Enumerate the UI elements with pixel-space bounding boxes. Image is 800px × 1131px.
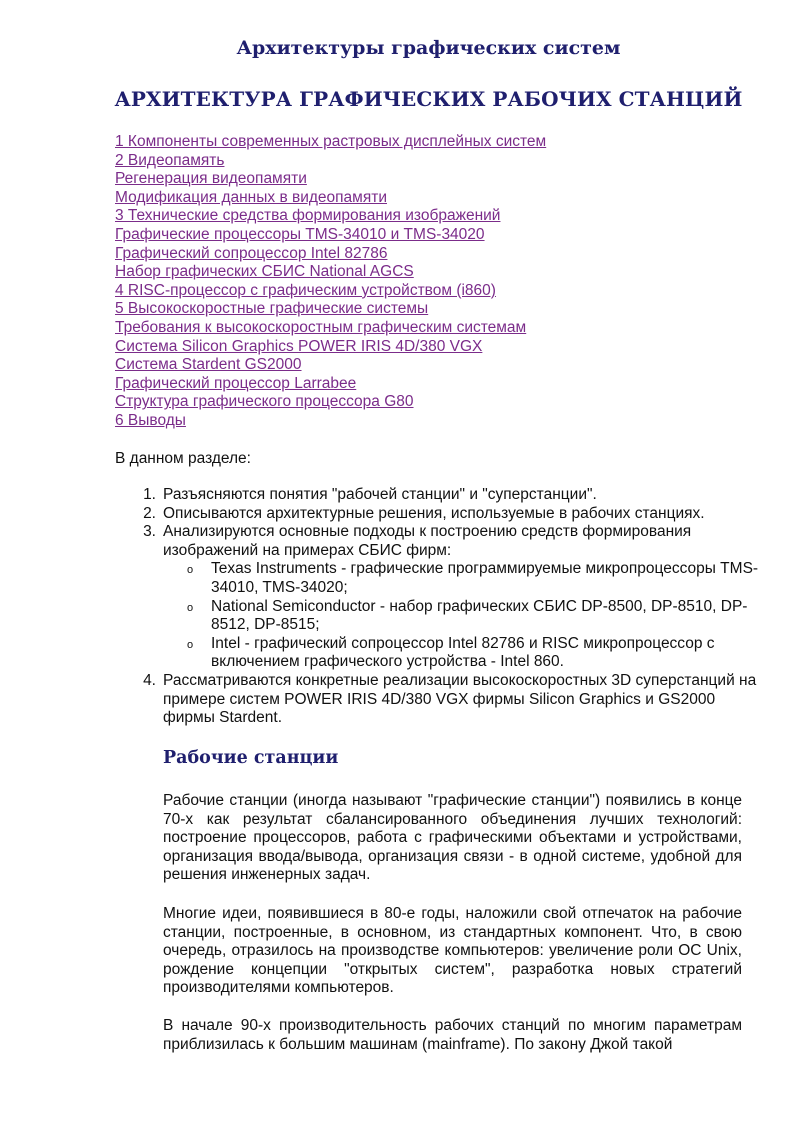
toc-link[interactable]: 2 Видеопамять [115,151,225,169]
toc-item [115,412,546,431]
toc-item [115,375,546,394]
toc-link[interactable]: 1 Компоненты современных растровых дисплейных систем [115,133,547,150]
paragraph: Рабочие станции (иногда называют "графические станции") появились в конце 70-х как результат сбалансированного объединения лучших технологий: построение процессоров, работа с графическими объектами и устройствами, организация ввода/вывода, организация связи - в одной системе, удобной для решения инженерных задач. [163,792,742,884]
toc-link[interactable]: Графический процессор Larrabee [115,374,357,392]
list-item-text: Анализируются основные подходы к построению средств формирования изображений на примерах СБИС фирм: [163,523,692,559]
sub-list-item [187,597,763,635]
toc-link[interactable]: Набор графических СБИС National AGCS [115,263,414,281]
sub-list-item [187,634,763,672]
toc-link[interactable]: Графические процессоры TMS-34010 и TMS-34020 [115,225,485,243]
list-number: 3. [143,523,156,541]
list-item-text: Описываются архитектурные решения, используемые в рабочих станциях. [163,504,705,522]
list-item-text: Рассматриваются конкретные реализации высокоскоростных 3D суперстанций на примере систем POWER IRIS 4D/380 VGX фирмы Silicon Graphics и GS2000 фирмы Stardent. [163,671,757,727]
page-title: АРХИТЕКТУРА ГРАФИЧЕСКИХ РАБОЧИХ СТАНЦИЙ [114,87,743,111]
list-number: 2. [143,504,156,522]
toc-item [115,133,546,152]
toc-item [115,282,546,301]
list-item [143,523,763,672]
toc-item [115,356,546,375]
toc-link[interactable]: 5 Высокоскоростные графические системы [115,300,429,318]
table-of-contents [115,133,546,431]
toc-item [115,319,546,338]
toc-item [115,300,546,319]
intro-text: В данном разделе: [115,450,251,467]
toc-item [115,207,546,226]
toc-link[interactable]: Структура графического процессора G80 [115,393,414,411]
toc-link[interactable]: 4 RISC-процессор с графическим устройством (i860) [115,281,496,299]
list-number: 1. [143,486,156,503]
toc-link[interactable]: Графический сопроцессор Intel 82786 [115,244,388,262]
toc-link[interactable]: Требования к высокоскоростным графическим системам [115,318,527,336]
toc-link[interactable]: Система Silicon Graphics POWER IRIS 4D/380 VGX [115,337,483,355]
circle-bullet-icon: o [187,638,194,651]
list-number: 4. [143,671,156,689]
site-title: Архитектуры графических систем [236,37,621,59]
toc-item [115,338,546,357]
toc-item [115,189,546,208]
toc-item [115,263,546,282]
circle-bullet-icon: o [187,564,194,577]
section-heading: Рабочие станции [163,748,339,768]
list-item [143,671,763,728]
paragraph: Многие идеи, появившиеся в 80-е годы, наложили свой отпечаток на рабочие станции, построенные, в основном, из стандартных компонент. Что, в свою очередь, отразилось на производстве компьютеров: увеличение роли ОС Unix, рождение концепции "открытых систем", разработка новых стратегий производителями компьютеров. [163,905,742,997]
toc-link[interactable]: 3 Технические средства формирования изображений [115,207,501,225]
sub-list-item-text: National Semiconductor - набор графических СБИС DP-8500, DP-8510, DP-8512, DP-8515; [211,597,748,634]
toc-item [115,245,546,264]
goals-list [143,486,763,728]
toc-item [115,152,546,171]
toc-item [115,226,546,245]
paragraph: В начале 90-х производительность рабочих станций по многим параметрам приблизилась к большим машинам (mainframe). По закону Джой такой [163,1017,742,1053]
list-item [143,486,763,505]
toc-link[interactable]: 6 Выводы [115,411,186,429]
firms-list [163,560,763,672]
toc-link[interactable]: Регенерация видеопамяти [115,170,307,188]
sub-list-item [187,560,763,597]
circle-bullet-icon: o [187,601,194,614]
list-item [143,504,763,524]
toc-item [115,393,546,412]
toc-item [115,170,546,189]
list-item-text: Разъясняются понятия "рабочей станции" и "суперстанции". [163,486,597,503]
toc-link[interactable]: Модификация данных в видеопамяти [115,188,387,206]
sub-list-item-text: Intel - графический сопроцессор Intel 82786 и RISC микропроцессор с включением графического устройства - Intel 860. [211,634,715,671]
sub-list-item-text: Texas Instruments - графические программируемые микропроцессоры TMS-34010, TMS-34020; [211,560,759,596]
toc-link[interactable]: Система Stardent GS2000 [115,356,302,374]
